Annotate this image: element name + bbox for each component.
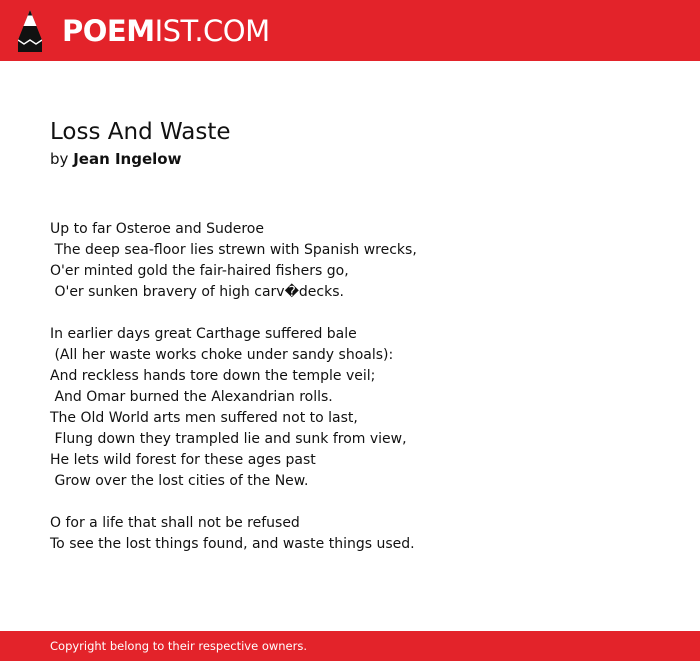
poem-line: The deep sea-floor lies strewn with Spanish wrecks, — [50, 242, 417, 258]
copyright-text: Copyright belong to their respective owners. — [50, 639, 308, 653]
poem-line: And reckless hands tore down the temple veil; — [50, 368, 376, 384]
author-name[interactable]: Jean Ingelow — [73, 150, 182, 168]
brand-light: IST.COM — [154, 14, 270, 48]
stanza-break — [50, 303, 670, 324]
poem-line: And Omar burned the Alexandrian rolls. — [50, 389, 333, 405]
poem-line: O for a life that shall not be refused — [50, 515, 300, 531]
poem-line: The Old World arts men suffered not to last, — [50, 410, 358, 426]
poem-line: Grow over the lost cities of the New. — [50, 473, 309, 489]
poem-line: To see the lost things found, and waste things used. — [50, 536, 415, 552]
poem-line: Flung down they trampled lie and sunk from view, — [50, 431, 407, 447]
site-logo-text[interactable] — [62, 11, 270, 51]
stanza-break — [50, 492, 670, 513]
poem-line: (All her waste works choke under sandy shoals): — [50, 347, 394, 363]
poem-line: O'er sunken bravery of high carv�decks. — [50, 284, 344, 300]
poem-line: Up to far Osteroe and Suderoe — [50, 221, 264, 237]
site-footer — [0, 631, 700, 661]
poem-title: Loss And Waste — [50, 119, 231, 145]
by-label: by — [50, 150, 69, 168]
poem-line: In earlier days great Carthage suffered bale — [50, 326, 357, 342]
poem-body — [50, 219, 670, 555]
pencil-icon[interactable] — [18, 10, 42, 52]
site-header — [0, 0, 700, 61]
byline — [50, 149, 181, 169]
brand-strong: POEM — [62, 14, 155, 48]
poem-line: He lets wild forest for these ages past — [50, 452, 316, 468]
poem-line: O'er minted gold the fair-haired fishers go, — [50, 263, 349, 279]
